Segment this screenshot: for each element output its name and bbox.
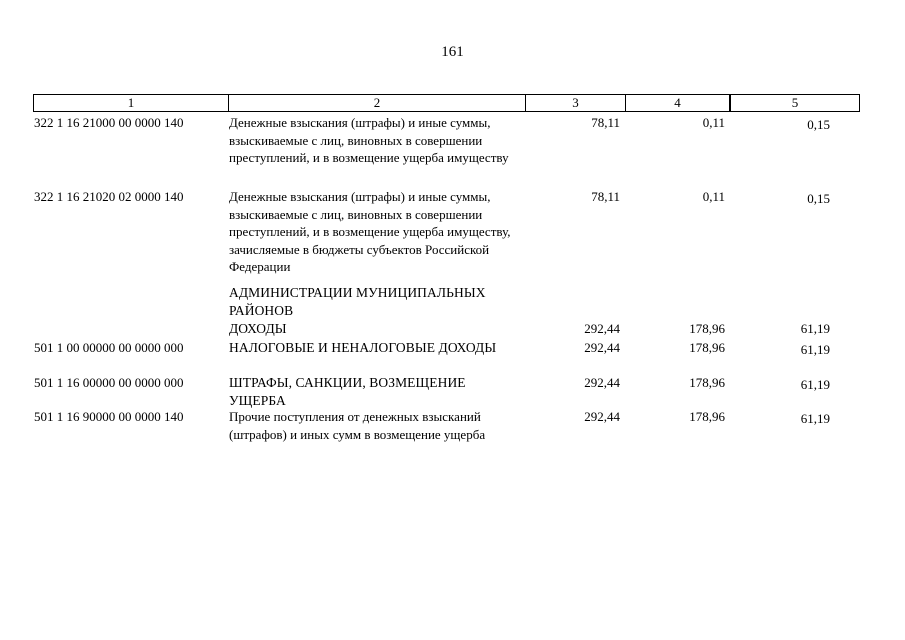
row-name: Прочие поступления от денежных взысканий (штрафов) и иных сумм в возмещение ущерба: [229, 409, 486, 442]
row-name: Денежные взыскания (штрафы) и иные суммы, взыскиваемые с лиц, виновных в совершении преступлений, и в возмещение ущерба имуществу: [229, 115, 509, 165]
table-header: [33, 94, 860, 112]
row-value-3: 78,11: [591, 189, 620, 204]
page-number: 161: [441, 44, 464, 60]
row-value-4: 178,96: [689, 340, 725, 355]
row-value-5: 61,19: [800, 411, 830, 426]
row-code: 501 1 00 00000 00 0000 000: [34, 340, 184, 355]
column-header-4: 4: [625, 95, 729, 111]
row-value-5: 61,19: [800, 321, 830, 336]
row-name: ДОХОДЫ: [229, 321, 287, 336]
row-value-4: 178,96: [689, 409, 725, 424]
row-code: 501 1 16 90000 00 0000 140: [34, 409, 184, 424]
column-header-5: 5: [729, 95, 859, 111]
row-value-5: 0,15: [807, 117, 830, 132]
column-header-1: 1: [127, 95, 135, 110]
row-code: 322 1 16 21020 02 0000 140: [34, 189, 184, 204]
row-name: Денежные взыскания (штрафы) и иные суммы, взыскиваемые с лиц, виновных в совершении преступлений, и в возмещение ущерба имуществу, зачисляемые в бюджеты субъектов Российской Федерации: [229, 189, 511, 274]
row-value-5: 61,19: [800, 377, 830, 392]
row-value-4: 0,11: [702, 189, 725, 204]
row-value-3: 292,44: [584, 409, 620, 424]
row-value-5: 61,19: [800, 342, 830, 357]
row-code: 322 1 16 21000 00 0000 140: [34, 115, 184, 130]
row-value-5: 0,15: [807, 191, 830, 206]
row-name: НАЛОГОВЫЕ И НЕНАЛОГОВЫЕ ДОХОДЫ: [229, 340, 497, 355]
row-name: ШТРАФЫ, САНКЦИИ, ВОЗМЕЩЕНИЕ УЩЕРБА: [229, 375, 466, 408]
row-value-3: 78,11: [591, 115, 620, 130]
row-value-3: 292,44: [584, 375, 620, 390]
column-header-2: 2: [228, 95, 525, 111]
row-value-4: 178,96: [689, 375, 725, 390]
row-value-3: 292,44: [584, 321, 620, 336]
column-header-3: 3: [525, 95, 625, 111]
row-value-3: 292,44: [584, 340, 620, 355]
row-value-4: 0,11: [702, 115, 725, 130]
section-title: АДМИНИСТРАЦИИ МУНИЦИПАЛЬНЫХ РАЙОНОВ: [229, 285, 486, 318]
row-code: 501 1 16 00000 00 0000 000: [34, 375, 184, 390]
row-value-4: 178,96: [689, 321, 725, 336]
